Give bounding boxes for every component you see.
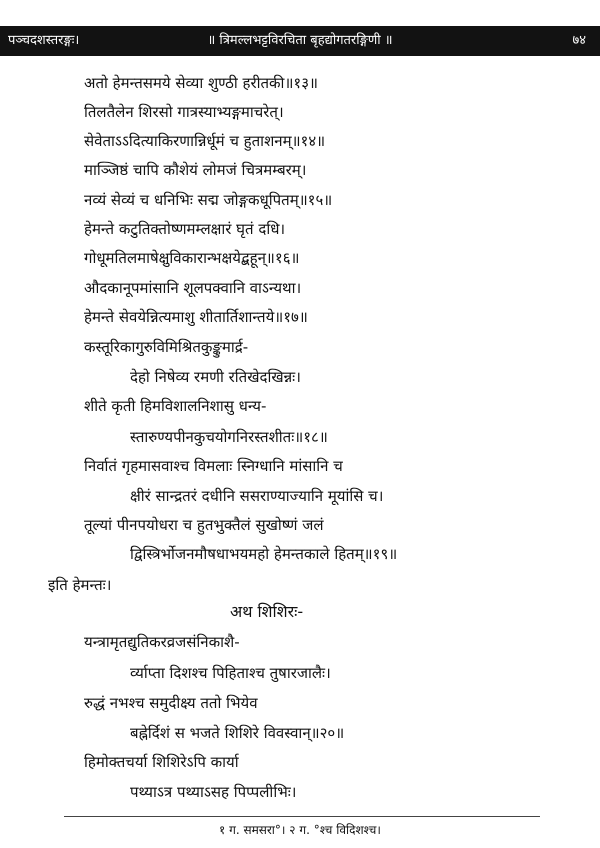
page-number: ७४ bbox=[572, 33, 586, 48]
verse-line: रुद्धं नभश्च समुदीक्ष्य ततो भियेव bbox=[84, 694, 258, 712]
verse-line: निर्वातं गृहमासवाश्च विमलाः स्निग्धानि मांसानि च bbox=[84, 457, 343, 475]
verse-line: अतो हेमन्तसमये सेव्या शुण्ठी हरीतकी॥१३॥ bbox=[84, 74, 319, 92]
verse-line: र्व्याप्ता दिशश्च पिहिताश्च तुषारजालैः। bbox=[130, 664, 331, 682]
verse-line: बह्नेर्दिशं स भजते शिशिरे विवस्वान्॥२०॥ bbox=[130, 724, 345, 742]
verse-line: माञ्जिष्ठं चापि कौशेयं लोमजं चित्रमम्बरम्। bbox=[84, 161, 307, 179]
verse-line: स्तारुण्यपीनकुचयोगनिरस्तशीतः॥१८॥ bbox=[130, 428, 328, 446]
footnote-divider bbox=[64, 816, 540, 817]
verse-line: द्विस्त्रिर्भोजनमौषधाभयमहो हेमन्तकाले हितम्॥१९॥ bbox=[130, 545, 398, 563]
verse-line: क्षीरं सान्द्रतरं दधीनि ससराण्याज्यानि मूयांसि च। bbox=[130, 487, 384, 505]
section-heading: अथ शिशिरः- bbox=[230, 602, 304, 621]
verse-line: तूल्यां पीनपयोधरा च हुतभुक्तैलं सुखोष्णं जलं bbox=[84, 516, 324, 534]
page-header bbox=[0, 26, 600, 56]
verse-line: यन्त्रामृतद्युतिकरव्रजसंनिकाशै- bbox=[84, 633, 240, 651]
chapter-title: पञ्चदशस्तरङ्गः। bbox=[8, 33, 80, 48]
verse-line: नव्यं सेव्यं च धनिभिः सद्म जोङ्गकधूपितम्॥१५॥ bbox=[84, 191, 333, 209]
verse-line: हेमन्ते कटुतिक्तोष्णमम्लक्षारं घृतं दधि। bbox=[84, 220, 286, 238]
verse-line: देहो निषेव्य रमणी रतिखेदखिन्नः। bbox=[130, 368, 301, 386]
verse-line: औदकानूपमांसानि शूलपक्वानि वाऽन्यथा। bbox=[84, 279, 302, 297]
verse-line: शीते कृती हिमविशालनिशासु धन्य- bbox=[84, 397, 267, 415]
verse-line: कस्तूरिकागुरुविमिश्रितकुङ्कुमार्द्र- bbox=[84, 338, 249, 356]
verse-line: तिलतैलेन शिरसो गात्रस्याभ्यङ्गमाचरेत्। bbox=[84, 103, 284, 121]
verse-line: गोधूमतिलमाषेक्षुविकारान्भक्षयेद्बहून्॥१६॥ bbox=[84, 249, 300, 267]
verse-line: हेमन्ते सेवयेन्नित्यमाशु शीतार्तिशान्तये॥१७॥ bbox=[84, 308, 308, 326]
book-title: ॥ त्रिमल्लभट्टविरचिता बृहद्योगतरङ्गिणी ॥ bbox=[207, 33, 393, 48]
section-end-label: इति हेमन्तः। bbox=[48, 576, 112, 594]
verse-line: सेवेताऽऽदित्याकिरणान्निर्धूमं च हुताशनम्॥१४॥ bbox=[84, 132, 326, 150]
footnote: १ ग. समसरा°। २ ग. °श्च विदिशश्च। bbox=[219, 823, 381, 837]
verse-line: पथ्याऽत्र पथ्याऽसह पिप्पलीभिः। bbox=[130, 783, 297, 801]
verse-line: हिमोक्तचर्या शिशिरेऽपि कार्या bbox=[84, 753, 239, 771]
